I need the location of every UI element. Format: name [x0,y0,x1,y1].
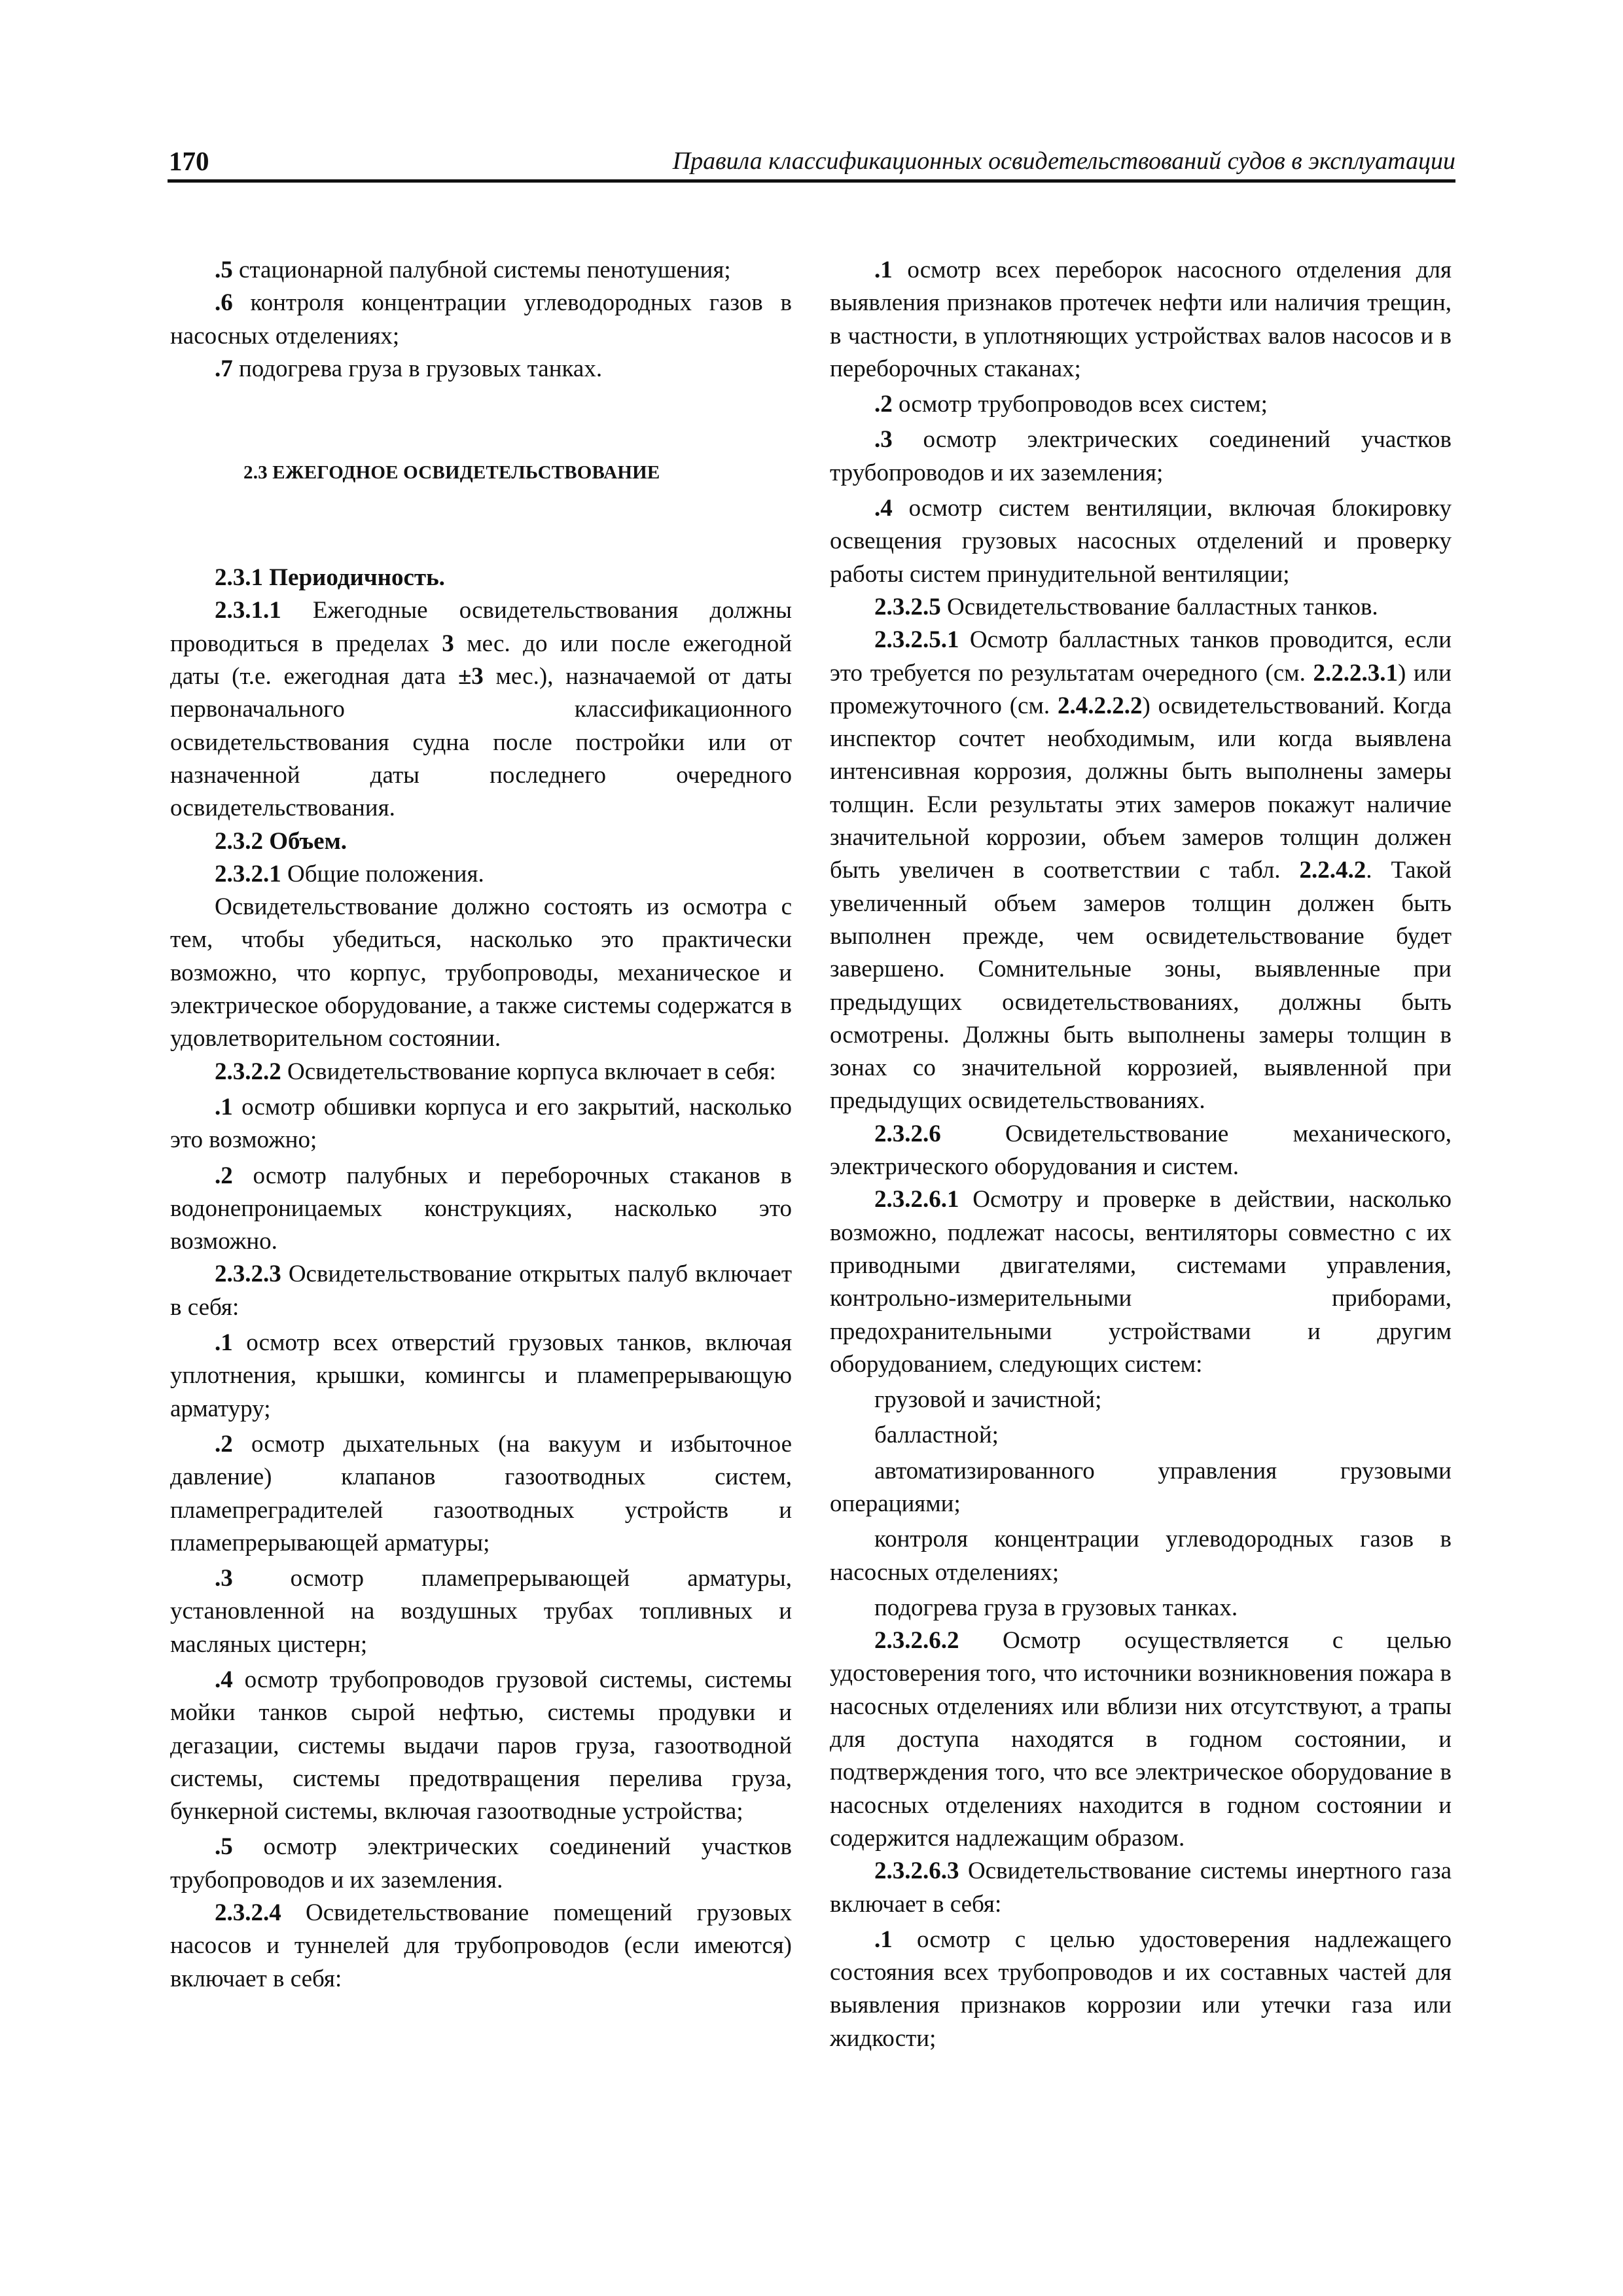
paragraph: 2.3.2.4 Освидетельствование помещений грузовых насосов и туннелей для трубопроводов (если имеются) включает в себя: [170,1899,792,1992]
paragraph: 2.3.2.3 Освидетельствование открытых палуб включает в себя: [170,1261,792,1321]
list-item: .2 осмотр трубопроводов всех систем; [874,391,1268,418]
list-item: .5 осмотр электрических соединений участков трубопроводов и их заземления. [170,1833,792,1893]
page-number: 170 [169,146,209,176]
list-item: .1 осмотр с целью удостоверения надлежащего состояния всех трубопроводов и их составных частей для выявления признаков коррозии или утечки газа или жидкости; [830,1926,1452,2052]
paragraph: 2.3.2.5 Освидетельствование балластных танков. [874,593,1378,620]
page-header [168,143,1455,183]
paragraph: 2.3.2.6.3 Освидетельствование системы инертного газа включает в себя: [830,1857,1452,1918]
list-item: контроля концентрации углеводородных газов в насосных отделениях; [830,1526,1452,1586]
list-item: автоматизированного управления грузовыми операциями; [830,1457,1452,1517]
list-item: .2 осмотр палубных и переборочных стаканов в водонепроницаемых конструкциях, насколько это возможно. [170,1162,792,1255]
paragraph: 2.3.2.5.1 Осмотр балластных танков проводится, если это требуется по результатам очередного (см. 2.2.2.3.1) или промежуточного (см. 2.4.2.2.2) освидетельствований. Когда инспектор сочтет необходимым, или когда выявлена интенсивная коррозия, должны быть выполнены замеры толщин. Если результаты этих замеров покажут наличие значительной коррозии, объем замеров толщин должен быть увеличен в соответствии с табл. 2.2.4.2. Такой увеличенный объем замеров толщин должен быть выполнен прежде, чем освидетельствование будет завершено. Сомнительные зоны, выявленные при предыдущих освидетельствованиях, должны быть осмотрены. Должны быть выполнены замеры толщин в зонах со значительной коррозией, выявленной при предыдущих освидетельствованиях. [830,626,1452,1115]
section-heading: 2.3 ЕЖЕГОДНОЕ ОСВИДЕТЕЛЬСТВОВАНИЕ [243,462,660,484]
subsection-title: 2.3.1 Периодичность. [215,564,445,592]
list-item: .2 осмотр дыхательных (на вакуум и избыточное давление) клапанов газоотводных систем, пламепреградителей газоотводных устройств и пламепрерывающей арматуры; [170,1430,792,1556]
list-item: .6 контроля концентрации углеводородных газов в насосных отделениях; [170,289,792,350]
paragraph: 2.3.2.6 Освидетельствование механического, электрического оборудования и систем. [830,1120,1452,1181]
right-column [830,254,1452,2055]
list-item: .3 осмотр пламепрерывающей арматуры, установленной на воздушных трубах топливных и масляных цистерн; [170,1565,792,1658]
running-title: Правила классификационных освидетельствований судов в эксплуатации [672,147,1455,175]
list-item: .7 подогрева груза в грузовых танках. [215,355,603,382]
left-column [170,254,792,1996]
list-item: подогрева груза в грузовых танках. [874,1594,1238,1621]
list-item: .3 осмотр электрических соединений участков трубопроводов и их заземления; [830,426,1452,486]
list-item: .4 осмотр систем вентиляции, включая блокировку освещения грузовых насосных отделений и проверку работы систем принудительной вентиляции; [830,495,1452,588]
list-item: .1 осмотр обшивки корпуса и его закрытий, насколько это возможно; [170,1093,792,1154]
paragraph: Освидетельствование должно состоять из осмотра с тем, чтобы убедиться, насколько это практически возможно, что корпус, трубопроводы, механическое и электрическое оборудование, а также системы содержатся в удовлетворительном состоянии. [170,893,792,1052]
paragraph: 2.3.2.6.1 Осмотру и проверке в действии, насколько возможно, подлежат насосы, вентиляторы совместно с их приводными двигателями, системами управления, контрольно-измерительными приборами, предохранительными устройствами и другим оборудованием, следующих систем: [830,1186,1452,1378]
paragraph: 2.3.1.1 Ежегодные освидетельствования должны проводиться в пределах 3 мес. до или после ежегодной даты (т.е. ежегодная дата ±3 мес.), назначаемой от даты первоначального классификационного освидетельствования судна после постройки или от назначенной даты последнего очередного освидетельствования. [170,597,792,822]
list-item: .1 осмотр всех отверстий грузовых танков, включая уплотнения, крышки, комингсы и пламепрерывающую арматуру; [170,1329,792,1422]
subsection-title: 2.3.2 Объем. [215,827,348,855]
list-item: грузовой и зачистной; [874,1386,1102,1414]
list-item: .1 осмотр всех переборок насосного отделения для выявления признаков протечек нефти или наличия трещин, в частности, в уплотняющих устройствах валов насосов и в переборочных стаканах; [830,257,1452,382]
list-item: .4 осмотр трубопроводов грузовой системы, системы мойки танков сырой нефтью, системы продувки и дегазации, системы выдачи паров груза, газоотводной системы, системы предотвращения перелива груза, бункерной системы, включая газоотводные устройства; [170,1666,792,1825]
paragraph: 2.3.2.2 Освидетельствование корпуса включает в себя: [215,1058,776,1085]
paragraph: 2.3.2.1 Общие положения. [215,860,484,888]
list-item: .5 стационарной палубной системы пенотушения; [215,257,731,283]
list-item: балластной; [874,1422,999,1449]
paragraph: 2.3.2.6.2 Осмотр осуществляется с целью удостоверения того, что источники возникновения пожара в насосных отделениях или вблизи них отсутствуют, а трапы для доступа находятся в годном состоянии, и подтверждения того, что все электрическое оборудование в насосных отделениях находится в годном состоянии и содержится надлежащим образом. [830,1627,1452,1852]
